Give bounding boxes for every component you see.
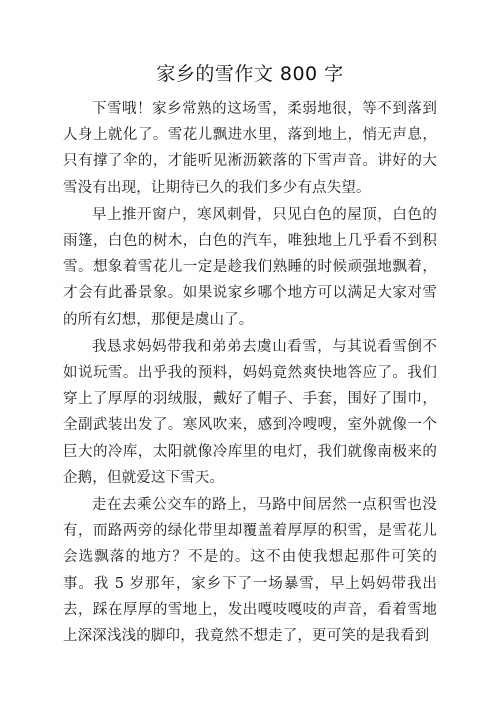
paragraph-1: 下雪哦！家乡常熟的这场雪，柔弱地很，等不到落到人身上就化了。雪花儿飘进水里，落到地上，悄无声息，只有撑了伞的，才能听见淅沥簌落的下雪声音。讲好的大雪没有出现，让期待已久的我们多少有点失望。 bbox=[63, 101, 437, 196]
paragraph-2: 早上推开窗户，寒风刺骨，只见白色的屋顶，白色的雨篷，白色的树木，白色的汽车，唯独地上几乎看不到积雪。想象着雪花儿一定是趁我们熟睡的时候顽强地飘着，才会有此番景象。如果说家乡哪个地方可以满足大家对雪的所有幻想，那便是虞山了。 bbox=[63, 206, 437, 328]
paragraph-3: 我恳求妈妈带我和弟弟去虞山看雪，与其说看雪倒不如说玩雪。出乎我的预料，妈妈竟然爽快地答应了。我们穿上了厚厚的羽绒服，戴好了帽子、手套，围好了围巾，全副武装出发了。寒风吹来，感到冷嗖嗖，室外就像一个巨大的冷库，太阳就像冷库里的电灯，我们就像南极来的企鹅，但就爱这下雪天。 bbox=[63, 338, 437, 486]
document-body bbox=[63, 96, 437, 650]
document-title: 家乡的雪作文 800 字 bbox=[156, 63, 344, 85]
paragraph-4: 走在去乘公交车的路上，马路中间居然一点积雪也没有，而路两旁的绿化带里却覆盖着厚厚的积雪，是雪花儿会选飘落的地方？不是的。这不由使我想起那件可笑的事。我 5 岁那年，家乡下了一场暴雪，早上妈妈带我出去，踩在厚厚的雪地上，发出嘎吱嘎吱的声音，看着雪地上深深浅浅的脚印，我竟然不想走了，更可笑的是我看到 bbox=[63, 497, 437, 645]
